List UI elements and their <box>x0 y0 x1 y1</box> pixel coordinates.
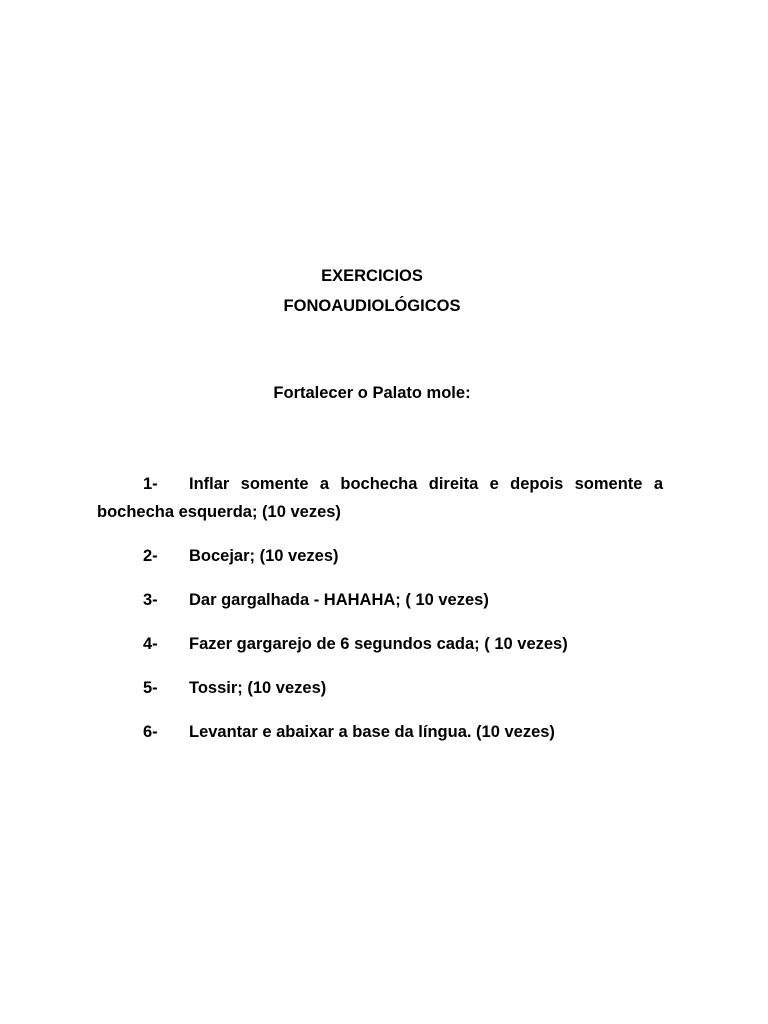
exercise-list <box>97 470 663 762</box>
list-item-number: 4- <box>143 635 158 653</box>
list-item-number: 3- <box>143 591 158 609</box>
list-item-text: Tossir; (10 vezes) <box>189 679 327 697</box>
document-title-line-2: FONOAUDIOLÓGICOS <box>283 297 461 315</box>
list-item-text: Dar gargalhada - HAHAHA; ( 10 vezes) <box>189 591 489 609</box>
list-item-number: 2- <box>143 547 158 565</box>
list-item-text: Fazer gargarejo de 6 segundos cada; ( 10 vezes) <box>189 635 568 653</box>
list-item <box>97 586 663 614</box>
list-item-text: Inflar somente a bochecha direita e depois somente a bochecha esquerda; (10 vezes) <box>97 475 663 521</box>
list-item-number: 5- <box>143 679 158 697</box>
document-title-line-1: EXERCICIOS <box>321 267 423 285</box>
list-item <box>97 718 663 746</box>
list-item-text: Bocejar; (10 vezes) <box>189 547 339 565</box>
list-item <box>97 630 663 658</box>
list-item-text: Levantar e abaixar a base da língua. (10 vezes) <box>189 723 555 741</box>
list-item <box>97 470 663 526</box>
list-item-number: 1- <box>143 475 158 493</box>
list-item-number: 6- <box>143 723 158 741</box>
section-heading: Fortalecer o Palato mole: <box>273 384 471 402</box>
list-item <box>97 542 663 570</box>
list-item <box>97 674 663 702</box>
